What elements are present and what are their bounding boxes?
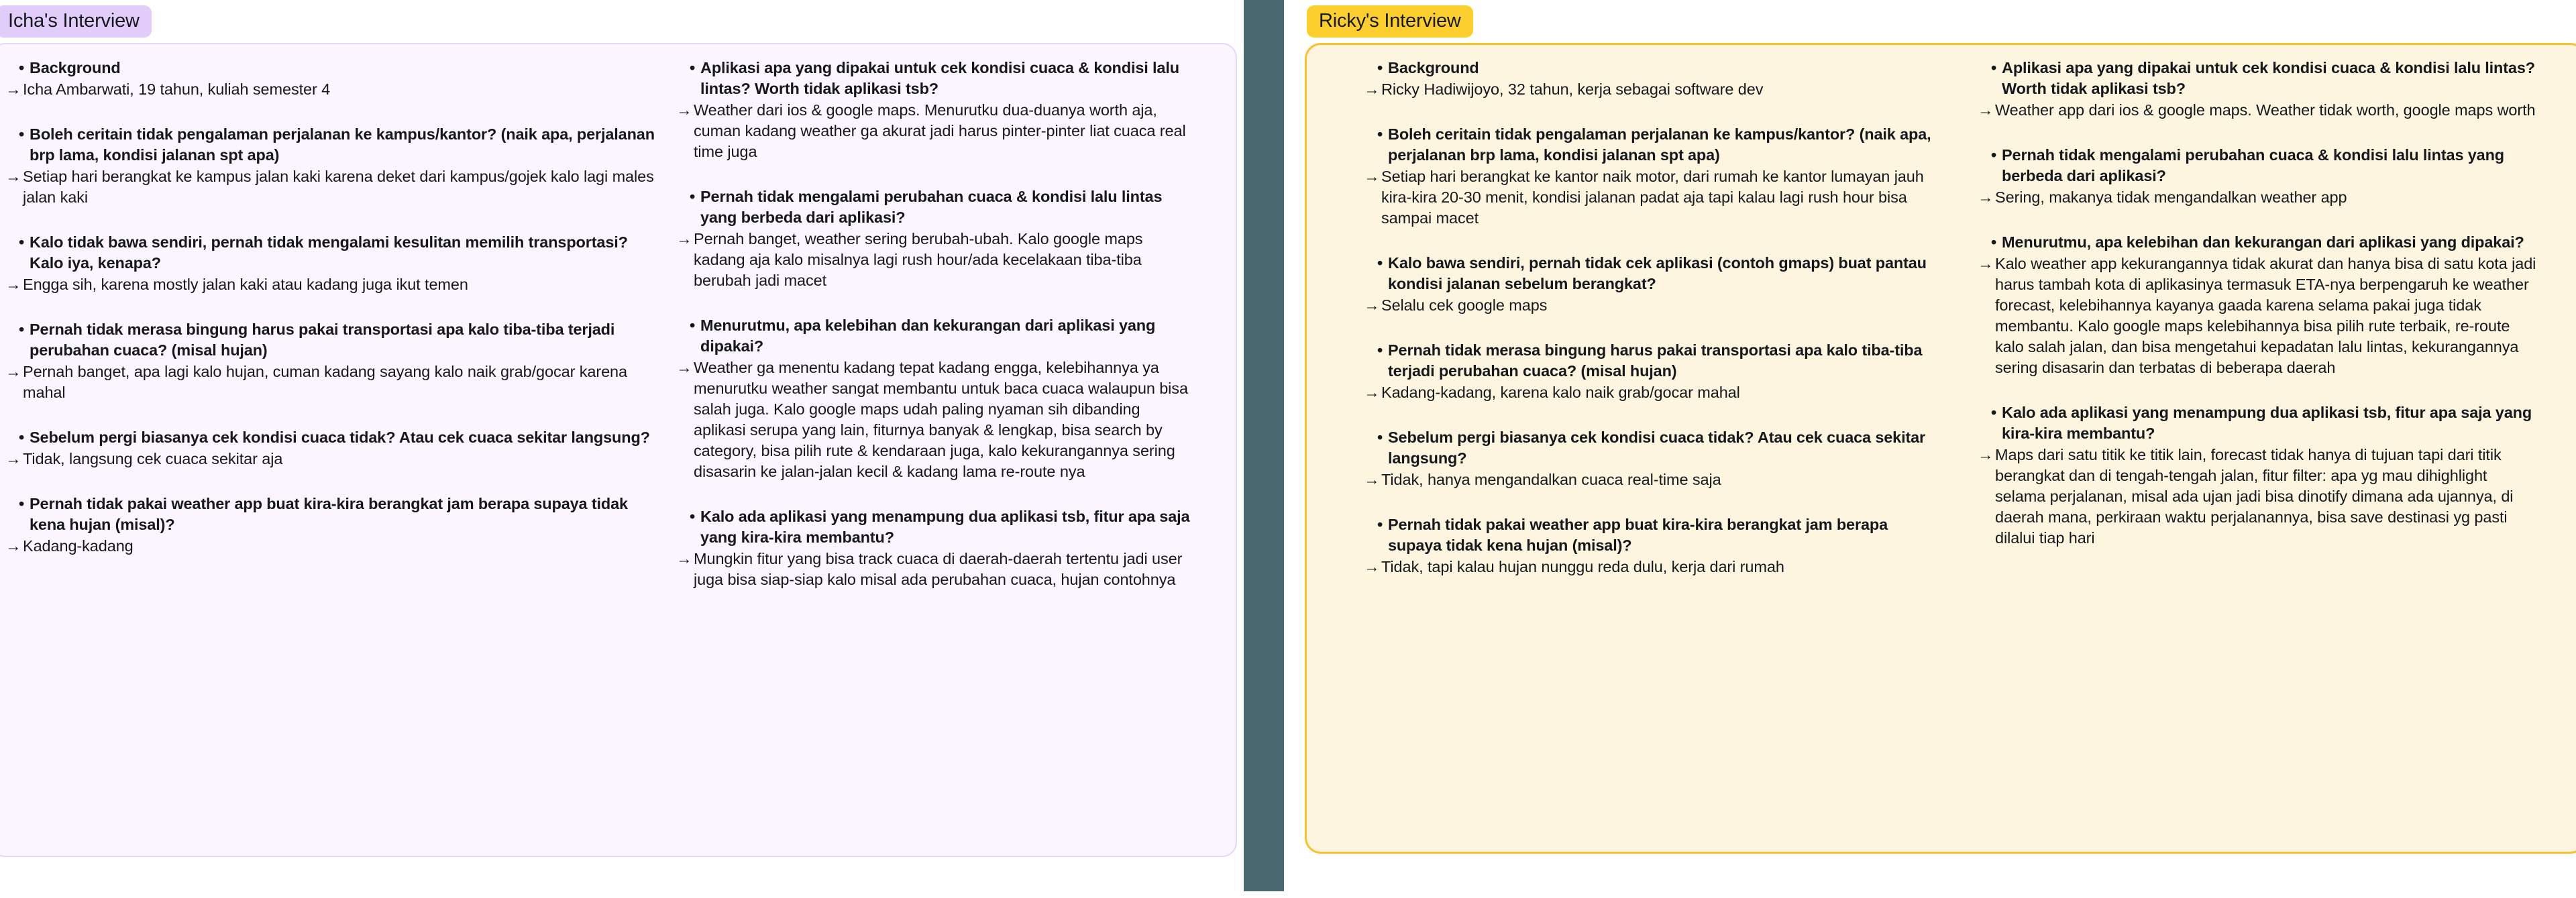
question-row bbox=[1372, 253, 1945, 294]
answer-text: Tidak, langsung cek cuaca sekitar aja bbox=[23, 450, 283, 467]
question-row bbox=[684, 315, 1194, 357]
answer-text: Tidak, tapi kalau hujan nunggu reda dulu, kerja dari rumah bbox=[1381, 558, 1784, 575]
question-text: Kalo ada aplikasi yang menampung dua aplikasi tsb, fitur apa saja yang kira-kira membantu? bbox=[700, 508, 1190, 546]
bullet-icon: • bbox=[19, 495, 25, 512]
bullet-icon: • bbox=[1377, 254, 1383, 272]
qa-block bbox=[1364, 340, 1945, 403]
question-text: Pernah tidak mengalami perubahan cuaca & kondisi lalu lintas yang berbeda dari aplikasi? bbox=[2002, 146, 2504, 184]
arrow-right-icon: → bbox=[1978, 446, 1994, 463]
question-text: Boleh ceritain tidak pengalaman perjalanan ke kampus/kantor? (naik apa, perjalanan brp lama, kondisi jalanan spt apa) bbox=[1388, 125, 1931, 164]
qa-block bbox=[1364, 253, 1945, 316]
bullet-icon: • bbox=[690, 508, 696, 525]
answer-row bbox=[1978, 187, 2539, 208]
answer-row bbox=[5, 79, 657, 100]
question-text: Pernah tidak mengalami perubahan cuaca & kondisi lalu lintas yang berbeda dari aplikasi? bbox=[700, 188, 1163, 226]
answer-row bbox=[1364, 382, 1945, 403]
answer-row bbox=[5, 449, 657, 469]
answer-row bbox=[1978, 445, 2539, 549]
bullet-icon: • bbox=[19, 59, 25, 76]
arrow-right-icon: → bbox=[1364, 80, 1380, 98]
question-row bbox=[13, 232, 657, 274]
qa-block bbox=[676, 506, 1194, 590]
answer-text: Setiap hari berangkat ke kantor naik motor, dari rumah ke kantor lumayan jauh kira-kira 20-30 menit, kondisi jalanan padat aja tapi kalau lagi rush hour bisa sampai macet bbox=[1381, 168, 1924, 227]
bullet-icon: • bbox=[1991, 404, 1997, 421]
question-row bbox=[13, 319, 657, 361]
bullet-icon: • bbox=[1991, 59, 1997, 76]
question-row bbox=[684, 58, 1194, 99]
question-text: Background bbox=[1388, 59, 1479, 76]
panel-divider bbox=[1242, 0, 1284, 891]
ricky-badge-label: Ricky's Interview bbox=[1319, 10, 1461, 32]
bullet-icon: • bbox=[690, 188, 696, 205]
bullet-icon: • bbox=[690, 59, 696, 76]
question-row bbox=[13, 427, 657, 448]
answer-text: Pernah banget, apa lagi kalo hujan, cuman kadang sayang kalo naik grab/gocar karena mahal bbox=[23, 363, 627, 401]
arrow-right-icon: → bbox=[5, 537, 21, 555]
question-row bbox=[1372, 58, 1945, 78]
question-row bbox=[1986, 145, 2539, 186]
question-text: Background bbox=[30, 59, 121, 76]
answer-text: Maps dari satu titik ke titik lain, forecast tidak hanya di tujuan tapi dari titik berangkat dan di tengah-tengah jalan, fitur filter: apa yg mau dihighlight selama perjalanan, misal ada ujan jadi bisa dinotify dimana ada ujannya, di daerah mana, perkiraan waktu perjalanannya, bisa save destinasi yg pasti dilalui tiap hari bbox=[1995, 446, 2514, 547]
question-row bbox=[1372, 124, 1945, 166]
icha-interview-badge[interactable] bbox=[0, 5, 152, 38]
bullet-icon: • bbox=[1377, 125, 1383, 143]
answer-text: Mungkin fitur yang bisa track cuaca di daerah-daerah tertentu jadi user juga bisa siap-siap kalo misal ada perubahan cuaca, hujan contohnya bbox=[694, 550, 1183, 588]
question-text: Sebelum pergi biasanya cek kondisi cuaca tidak? Atau cek cuaca sekitar langsung? bbox=[30, 429, 650, 446]
bullet-icon: • bbox=[1377, 516, 1383, 533]
icha-badge-label: Icha's Interview bbox=[8, 10, 140, 32]
bullet-icon: • bbox=[19, 429, 25, 446]
question-row bbox=[1986, 232, 2539, 253]
bullet-icon: • bbox=[19, 321, 25, 338]
question-row bbox=[13, 494, 657, 535]
qa-block bbox=[676, 186, 1194, 291]
question-row bbox=[684, 186, 1194, 228]
answer-row bbox=[5, 274, 657, 295]
question-text: Aplikasi apa yang dipakai untuk cek kondisi cuaca & kondisi lalu lintas? Worth tidak aplikasi tsb? bbox=[700, 59, 1179, 97]
arrow-right-icon: → bbox=[5, 450, 21, 467]
answer-text: Setiap hari berangkat ke kampus jalan kaki karena deket dari kampus/gojek kalo lagi males jalan kaki bbox=[23, 168, 654, 206]
ricky-column-left bbox=[1332, 58, 1972, 816]
answer-row bbox=[676, 549, 1194, 590]
answer-row bbox=[1978, 100, 2539, 121]
arrow-right-icon: → bbox=[1364, 384, 1380, 401]
question-row bbox=[1372, 340, 1945, 382]
answer-text: Pernah banget, weather sering berubah-ubah. Kalo google maps kadang aja kalo misalnya lagi rush hour/ada kecelakaan tiba-tiba berubah jadi macet bbox=[694, 230, 1143, 289]
answer-text: Ricky Hadiwijoyo, 32 tahun, kerja sebagai software dev bbox=[1381, 80, 1764, 98]
answer-text: Weather dari ios & google maps. Menurutku dua-duanya worth aja, cuman kadang weather ga akurat jadi harus pinter-pinter liat cuaca real time juga bbox=[694, 101, 1186, 160]
qa-block bbox=[1364, 124, 1945, 229]
question-text: Kalo tidak bawa sendiri, pernah tidak mengalami kesulitan memilih transportasi? Kalo iya, kenapa? bbox=[30, 233, 628, 272]
answer-row bbox=[1364, 469, 1945, 490]
answer-row bbox=[676, 357, 1194, 482]
qa-block bbox=[5, 124, 657, 208]
question-text: Menurutmu, apa kelebihan dan kekurangan dari aplikasi yang dipakai? bbox=[700, 317, 1156, 355]
icha-column-left bbox=[0, 58, 684, 816]
bullet-icon: • bbox=[1377, 59, 1383, 76]
question-row bbox=[1986, 58, 2539, 99]
question-text: Pernah tidak pakai weather app buat kira-kira berangkat jam berapa supaya tidak kena hujan (misal)? bbox=[30, 495, 628, 533]
answer-text: Weather ga menentu kadang tepat kadang engga, kelebihannya ya menurutku weather sangat membantu untuk baca cuaca walaupun bisa salah juga. Kalo google maps udah paling nyaman sih dibanding aplikasi serupa yang lain, fiturnya banyak & lengkap, bisa search by category, bisa pilih rute & kendaraan juga, kalo kekurangannya sering disasarin ke jalan-jalan kecil & kadang lama re-route nya bbox=[694, 359, 1188, 480]
arrow-right-icon: → bbox=[1978, 255, 1994, 272]
arrow-right-icon: → bbox=[1978, 101, 1994, 119]
question-row bbox=[1372, 514, 1945, 556]
qa-block bbox=[5, 494, 657, 557]
arrow-right-icon: → bbox=[1364, 296, 1380, 314]
question-text: Kalo bawa sendiri, pernah tidak cek aplikasi (contoh gmaps) buat pantau kondisi jalanan sebelum berangkat? bbox=[1388, 254, 1927, 292]
question-row bbox=[1372, 427, 1945, 469]
qa-block bbox=[676, 58, 1194, 162]
arrow-right-icon: → bbox=[676, 359, 692, 376]
qa-block bbox=[5, 58, 657, 100]
arrow-right-icon: → bbox=[676, 101, 692, 119]
answer-text: Kadang-kadang, karena kalo naik grab/gocar mahal bbox=[1381, 384, 1740, 401]
qa-block bbox=[5, 319, 657, 403]
qa-block bbox=[1978, 58, 2539, 121]
ricky-columns bbox=[1332, 58, 2566, 816]
answer-row bbox=[5, 361, 657, 403]
qa-block bbox=[1364, 514, 1945, 577]
question-row bbox=[1986, 402, 2539, 444]
bullet-icon: • bbox=[1377, 429, 1383, 446]
qa-block bbox=[1978, 402, 2539, 549]
answer-text: Selalu cek google maps bbox=[1381, 296, 1548, 314]
question-text: Boleh ceritain tidak pengalaman perjalanan ke kampus/kantor? (naik apa, perjalanan brp lama, kondisi jalanan spt apa) bbox=[30, 125, 655, 164]
question-row bbox=[13, 124, 657, 166]
bullet-icon: • bbox=[1991, 233, 1997, 251]
arrow-right-icon: → bbox=[676, 550, 692, 567]
bullet-icon: • bbox=[19, 233, 25, 251]
answer-row bbox=[1364, 557, 1945, 577]
qa-block bbox=[1364, 58, 1945, 100]
answer-row bbox=[1364, 166, 1945, 229]
question-text: Pernah tidak pakai weather app buat kira-kira berangkat jam berapa supaya tidak kena hujan (misal)? bbox=[1388, 516, 1888, 554]
icha-columns bbox=[0, 58, 1221, 816]
bullet-icon: • bbox=[19, 125, 25, 143]
answer-row bbox=[1364, 295, 1945, 316]
arrow-right-icon: → bbox=[1978, 188, 1994, 206]
answer-row bbox=[5, 536, 657, 557]
arrow-right-icon: → bbox=[5, 168, 21, 185]
answer-text: Weather app dari ios & google maps. Weather tidak worth, google maps worth bbox=[1995, 101, 2536, 119]
question-row bbox=[13, 58, 657, 78]
answer-text: Tidak, hanya mengandalkan cuaca real-time saja bbox=[1381, 471, 1721, 488]
answer-row bbox=[5, 166, 657, 208]
arrow-right-icon: → bbox=[5, 80, 21, 98]
question-text: Pernah tidak merasa bingung harus pakai transportasi apa kalo tiba-tiba terjadi perubahan cuaca? (misal hujan) bbox=[1388, 341, 1923, 380]
answer-text: Sering, makanya tidak mengandalkan weather app bbox=[1995, 188, 2347, 206]
question-row bbox=[684, 506, 1194, 548]
answer-text: Engga sih, karena mostly jalan kaki atau kadang juga ikut temen bbox=[23, 276, 468, 293]
question-text: Kalo ada aplikasi yang menampung dua aplikasi tsb, fitur apa saja yang kira-kira membantu? bbox=[2002, 404, 2532, 442]
ricky-interview-badge[interactable] bbox=[1307, 5, 1473, 38]
bullet-icon: • bbox=[690, 317, 696, 334]
question-text: Pernah tidak merasa bingung harus pakai transportasi apa kalo tiba-tiba terjadi perubahan cuaca? (misal hujan) bbox=[30, 321, 615, 359]
qa-block bbox=[676, 315, 1194, 482]
qa-block bbox=[1364, 427, 1945, 490]
qa-block bbox=[5, 427, 657, 469]
answer-row bbox=[676, 229, 1194, 291]
arrow-right-icon: → bbox=[5, 363, 21, 380]
bullet-icon: • bbox=[1991, 146, 1997, 164]
qa-block bbox=[5, 232, 657, 295]
answer-row bbox=[1364, 79, 1945, 100]
arrow-right-icon: → bbox=[5, 276, 21, 293]
qa-block bbox=[1978, 232, 2539, 378]
answer-row bbox=[676, 100, 1194, 162]
arrow-right-icon: → bbox=[1364, 168, 1380, 185]
answer-row bbox=[1978, 254, 2539, 378]
answer-text: Kadang-kadang bbox=[23, 537, 133, 555]
qa-block bbox=[1978, 145, 2539, 208]
ricky-column-right bbox=[1972, 58, 2566, 816]
arrow-right-icon: → bbox=[676, 230, 692, 247]
icha-column-right bbox=[676, 58, 1221, 816]
question-text: Menurutmu, apa kelebihan dan kekurangan dari aplikasi yang dipakai? bbox=[2002, 233, 2524, 251]
question-text: Sebelum pergi biasanya cek kondisi cuaca tidak? Atau cek cuaca sekitar langsung? bbox=[1388, 429, 1926, 467]
bullet-icon: • bbox=[1377, 341, 1383, 359]
panel-divider-hairline bbox=[1242, 0, 1244, 891]
arrow-right-icon: → bbox=[1364, 471, 1380, 488]
arrow-right-icon: → bbox=[1364, 558, 1380, 575]
question-text: Aplikasi apa yang dipakai untuk cek kondisi cuaca & kondisi lalu lintas? Worth tidak aplikasi tsb? bbox=[2002, 59, 2535, 97]
answer-text: Icha Ambarwati, 19 tahun, kuliah semester 4 bbox=[23, 80, 331, 98]
answer-text: Kalo weather app kekurangannya tidak akurat dan hanya bisa di satu kota jadi harus tambah kota di aplikasinya termasuk ETA-nya berpengaruh ke weather forecast, kelebihannya kayanya gaada karena selama pakai juga tidak membantu. Kalo google maps kelebihannya bisa pilih rute terbaik, re-route kalo salah jalan, dan bisa mengetahui kepadatan lalu lintas, kekurangannya sering disasarin dan terbatas di beberapa daerah bbox=[1995, 255, 2536, 376]
